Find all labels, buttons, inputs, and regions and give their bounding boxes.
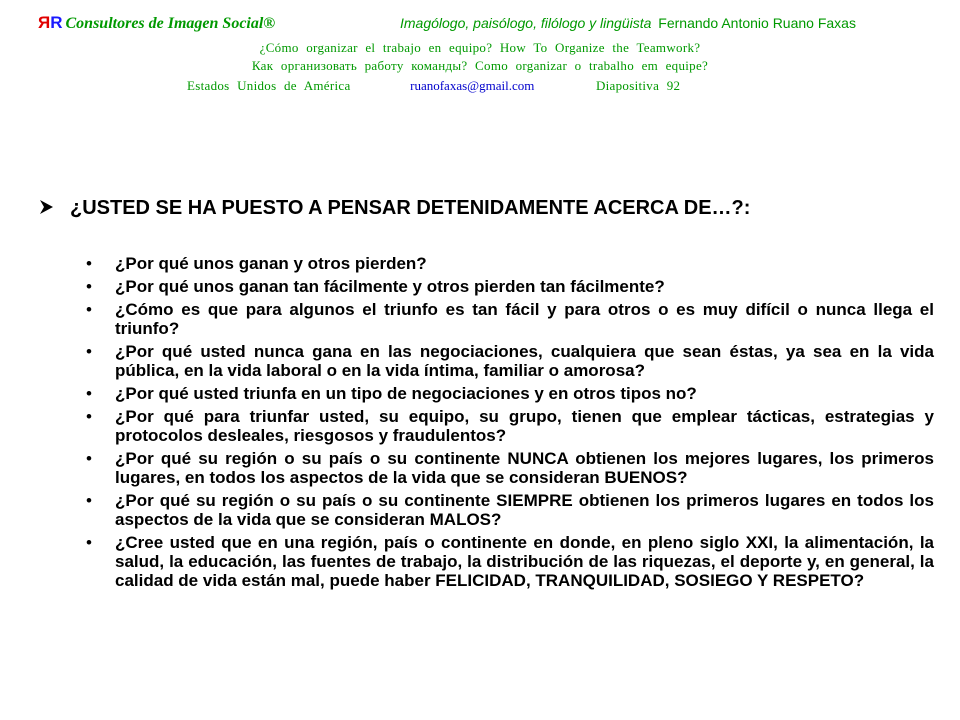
bullet-icon: •	[86, 342, 92, 361]
question-text: ¿Cree usted que en una región, país o continente en donde, en pleno siglo XXI, la alimentación, la salud, la educación, las fuentes de trabajo, la distribución de las riquezas, el deporte y, en general, la calidad de vida están mal, puede haber FELICIDAD, TRANQUILIDAD, SOSIEGO Y RESPETO?	[115, 533, 934, 590]
title-spanish-english: ¿Cómo organizar el trabajo en equipo? How To Organize the Teamwork?	[259, 40, 701, 55]
list-item	[86, 277, 934, 296]
bullet-icon: •	[86, 300, 92, 319]
bullet-icon: •	[86, 449, 92, 468]
bullet-icon: •	[86, 384, 92, 403]
slide-number: Diapositiva 92	[595, 78, 681, 93]
author-name: Fernando Antonio Ruano Faxas	[658, 15, 856, 31]
arrow-bullet-icon	[38, 199, 54, 215]
main-heading	[38, 197, 938, 220]
question-text: ¿Cómo es que para algunos el triunfo es tan fácil y para otros o es muy difícil o nunca llega el triunfo?	[115, 300, 934, 338]
question-text: ¿Por qué usted nunca gana en las negociaciones, cualquiera que sean éstas, ya sea en la vida pública, en la vida laboral o en la vida íntima, familiar o amorosa?	[115, 342, 934, 380]
bullet-icon: •	[86, 407, 92, 426]
country-label: Estados Unidos de América	[187, 78, 351, 93]
logo-letter-r-reversed: Я	[38, 13, 51, 32]
question-text: ¿Por qué unos ganan tan fácilmente y otros pierden tan fácilmente?	[115, 277, 665, 296]
question-list	[86, 254, 934, 594]
bullet-icon: •	[86, 277, 92, 296]
list-item	[86, 407, 934, 445]
main-heading-text: ¿USTED SE HA PUESTO A PENSAR DETENIDAMENTE ACERCA DE…?:	[70, 197, 751, 219]
bullet-icon: •	[86, 254, 92, 273]
author-description: Imagólogo, paisólogo, filólogo y lingüista	[400, 15, 652, 31]
question-text: ¿Por qué unos ganan y otros pierden?	[115, 254, 427, 273]
question-text: ¿Por qué usted triunfa en un tipo de negociaciones y en otros tipos no?	[115, 384, 697, 403]
email-link[interactable]: ruanofaxas@gmail.com	[410, 78, 535, 93]
list-item	[86, 533, 934, 590]
title-russian-portuguese: Как организовать работу команды? Como organizar o trabalho em equipe?	[251, 58, 709, 73]
bullet-icon: •	[86, 491, 92, 510]
question-text: ¿Por qué su región o su país o su continente SIEMPRE obtienen los primeros lugares en todos los aspectos de la vida que se consideran MALOS?	[115, 491, 934, 529]
brand-line	[38, 13, 938, 37]
question-text: ¿Por qué para triunfar usted, su equipo, su grupo, tienen que emplear tácticas, estrategias y protocolos desleales, riesgosos y fraudulentos?	[115, 407, 934, 445]
list-item	[86, 449, 934, 487]
list-item	[86, 491, 934, 529]
list-item	[86, 300, 934, 338]
bullet-icon: •	[86, 533, 92, 552]
brand-name: Consultores de Imagen Social®	[65, 15, 276, 32]
footer-info-line	[187, 78, 787, 94]
list-item	[86, 384, 934, 403]
list-item	[86, 342, 934, 380]
question-text: ¿Por qué su región o su país o su continente NUNCA obtienen los mejores lugares, los primeros lugares, en todos los aspectos de la vida que se consideran BUENOS?	[115, 449, 934, 487]
logo-letter-r: R	[50, 13, 63, 32]
list-item	[86, 254, 934, 273]
author-line	[400, 15, 856, 31]
